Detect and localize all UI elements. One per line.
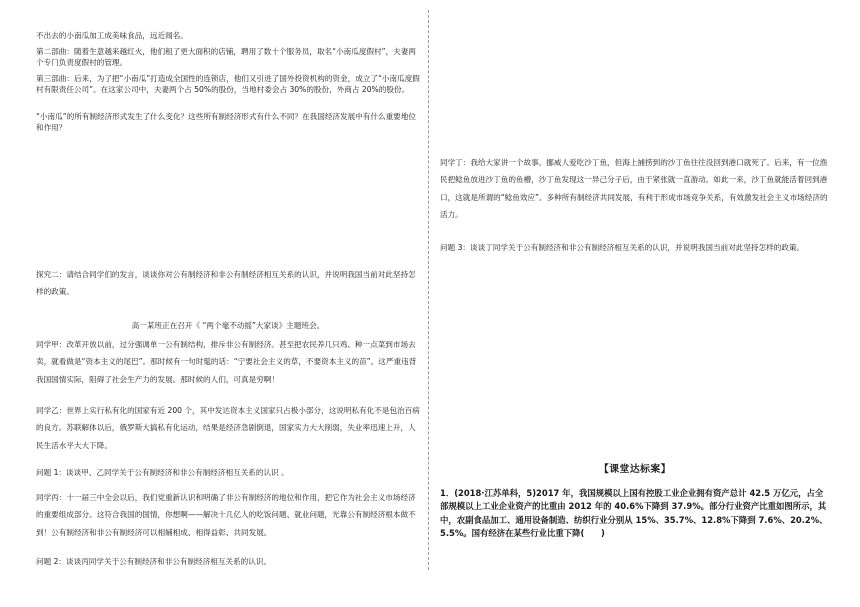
question-3: 问题 3：谈谈丁同学关于公有制经济和非公有制经济相互关系的认识，并说明我国当前对此坚持怎样的政策。 — [440, 243, 805, 252]
story-paragraph-1: 不出去的小南瓜加工成美味食品，远近闻名。 — [36, 31, 188, 40]
class-meeting-title: 高一某班正在召开《 “两个毫不动摇”大家谈》主题班会。 — [131, 321, 325, 330]
student-a-speech: 同学甲：改革开放以前，过分强调单一公有制结构，排斥非公有制经济。甚至把农民养几只鸡、种一点菜到市场去卖，就看做是“资本主义的尾巴”。那时候有一句时髦的话：“宁要社会主义的草，不要资本主义的苗”。这严重违背我国国情实际，阻碍了社会生产力的发展。那时候的人们，可真是穷啊！ — [36, 340, 417, 384]
explore-two-prompt: 探究二：请结合同学们的发言，谈谈你对公有制经济和非公有制经济相互关系的认识，并说明我国当前对此坚持怎样的政策。 — [36, 270, 416, 297]
classroom-target-heading: 【课堂达标案】 — [598, 464, 672, 475]
student-c-speech: 同学丙：十一届三中全会以后，我们党重新认识和明确了非公有制经济的地位和作用，把它作为社会主义市场经济的重要组成部分。这符合我国的国情，你想啊——解决十几亿人的吃饭问题、就业问题，光靠公有制经济根本做不到！公有制经济和非公有制经济可以相辅相成、相得益彰、共同发展。 — [36, 493, 416, 537]
student-d-speech: 同学丁：我给大家讲一个故事。挪威人爱吃沙丁鱼，但海上捕捞到的沙丁鱼往往没回到港口就死了。后来，有一位渔民把鲶鱼放进沙丁鱼的鱼槽，沙丁鱼发现这一异己分子后，由于紧张就一直游动。如此一来，沙丁鱼就能活着回到港口，这就是所谓的“鲶鱼效应”。多种所有制经济共同发展，有利于形成市场竞争关系，有效激发社会主义市场经济的活力。 — [440, 158, 828, 220]
exercise-1: 1．(2018·江苏单科，5)2017 年，我国规模以上国有控股工业企业拥有资产总计 42.5 万亿元，占全部规模以上工业企业资产的比重由 2012 年的 40.6%下降到 37.9%。部分行业资产比重如图所示，其中，农副食品加工、通用设备制造、纺织行业分别从 15%、35.7%、12.8%下降到 7.6%、20.2%、5.5%。国有经济在某些行业比重下降( ) — [440, 488, 828, 539]
question-2: 问题 2：谈谈丙同学关于公有制经济和非公有制经济相互关系的认识。 — [36, 557, 272, 566]
story-part-two: 第二部曲：随着生意越来越红火，他们租了更大面积的店铺，聘用了数十个服务员，取名“小南瓜度假村”，夫妻两个专门负责度假村的管理。 — [36, 47, 416, 67]
column-divider — [428, 10, 429, 570]
student-b-speech: 同学乙：世界上实行私有化的国家有近 200 个，其中发达资本主义国家只占极小部分，这说明私有化不是包治百病的良方。苏联解体以后，俄罗斯大搞私有化运动，结果是经济急剧倒退，国家实力大大削弱，失业率迅速上升，人民生活水平大大下降。 — [36, 406, 420, 450]
story-question: “小南瓜”的所有制经济形式发生了什么变化？这些所有制经济形式有什么不同？在我国经济发展中有什么重要地位和作用？ — [36, 112, 416, 132]
question-1: 问题 1：谈谈甲、乙同学关于公有制经济和非公有制经济相互关系的认识 。 — [36, 468, 289, 477]
story-part-three: 第三部曲：后来，为了把“小南瓜”打造成全国性的连锁店，他们又引进了国外投资机构的资金，成立了“小南瓜度假村有限责任公司”。在这家公司中，夫妻两个占 50%的股份，当地村委会占 30%的股份，外商占 20%的股份。 — [36, 74, 420, 94]
